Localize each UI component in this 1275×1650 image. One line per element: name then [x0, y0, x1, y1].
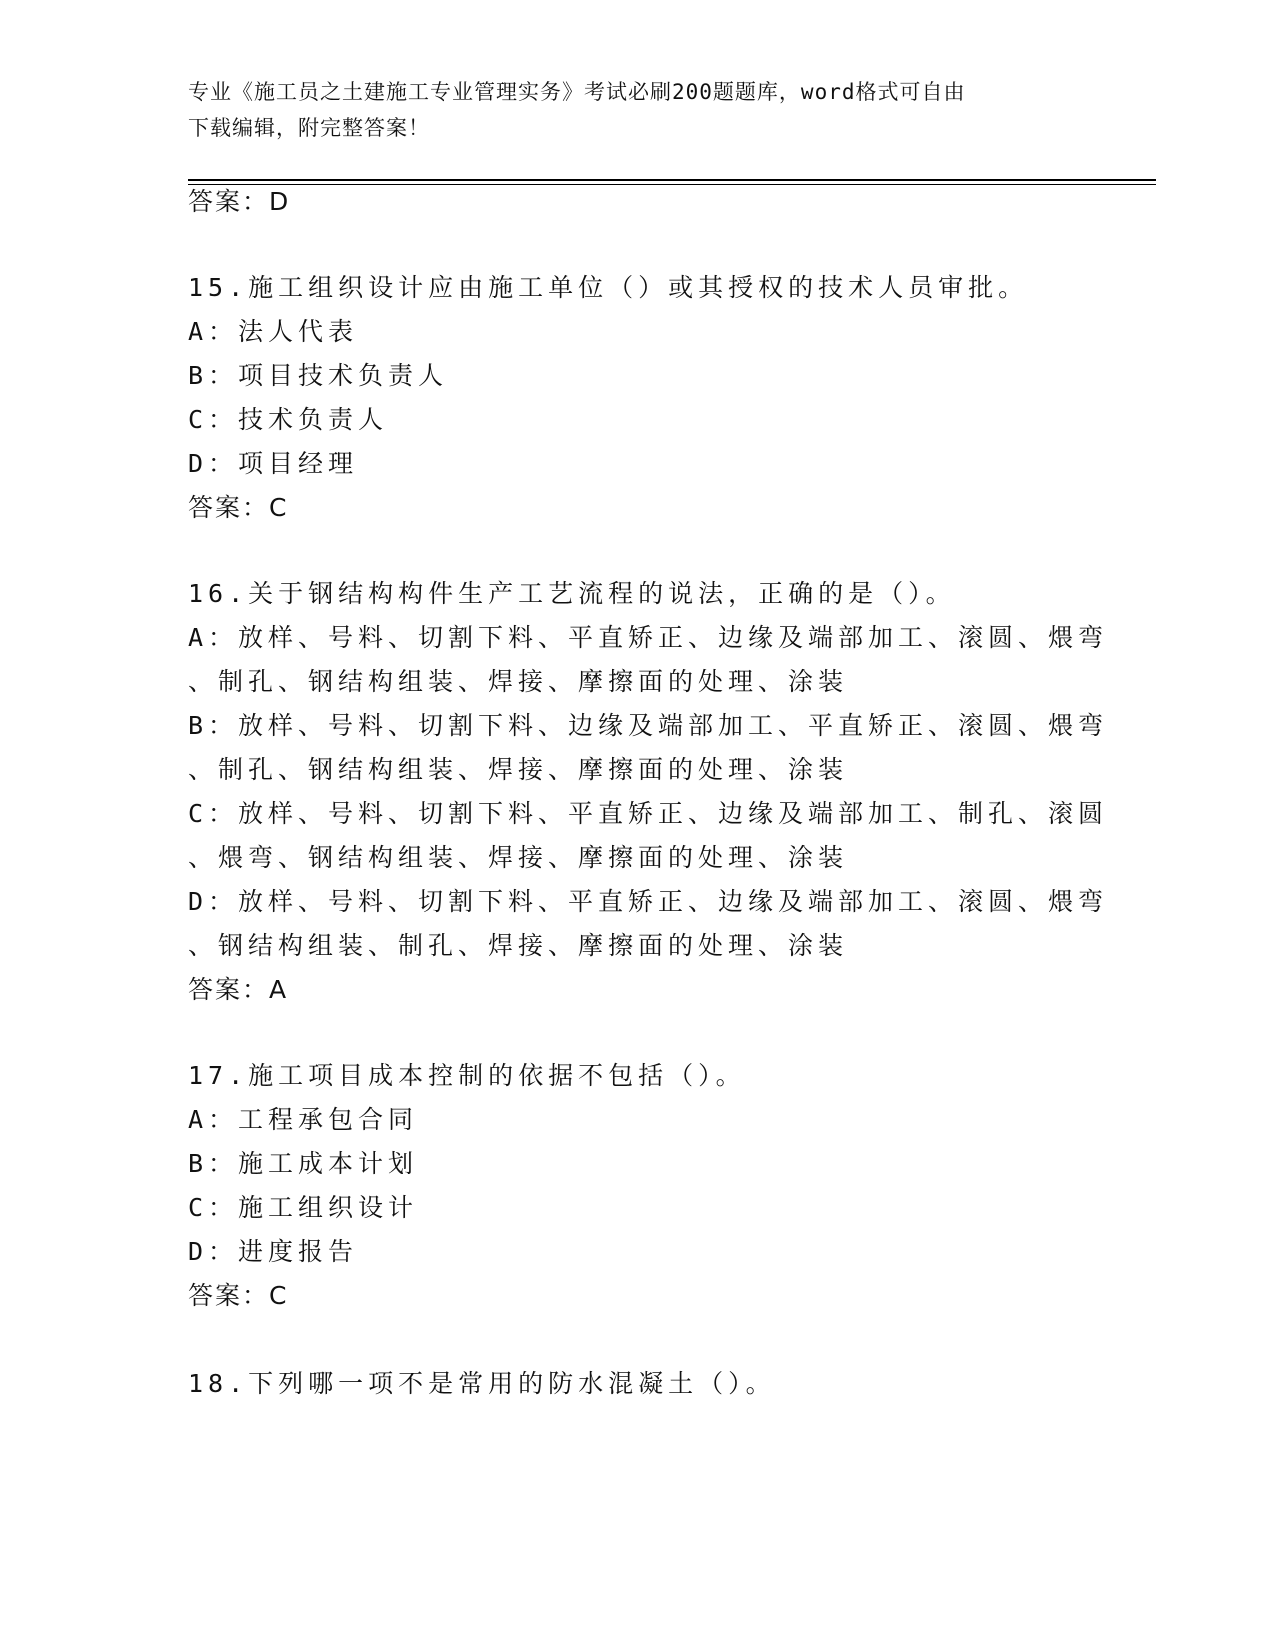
question-18: 18.下列哪一项不是常用的防水混凝土（）。	[188, 1369, 776, 1398]
header-line-2: 下载编辑，附完整答案！	[188, 116, 430, 140]
answer-line: 答案：A	[188, 975, 289, 1004]
header-rule-thick	[188, 179, 1156, 181]
document-header	[188, 74, 1088, 146]
option-line: A：法人代表	[188, 317, 359, 346]
option-line: B：施工成本计划	[188, 1149, 419, 1178]
header-line-1: 专业《施工员之土建施工专业管理实务》考试必刷200题题库，word格式可自由	[188, 80, 966, 104]
question-15: 15.施工组织设计应由施工单位（）或其授权的技术人员审批。	[188, 273, 1029, 302]
option-line: 、制孔、钢结构组装、焊接、摩擦面的处理、涂装	[188, 667, 849, 696]
option-line: D：放样、号料、切割下料、平直矫正、边缘及端部加工、滚圆、煨弯	[188, 887, 1109, 916]
option-line: 、钢结构组装、制孔、焊接、摩擦面的处理、涂装	[188, 931, 849, 960]
option-line: C：放样、号料、切割下料、平直矫正、边缘及端部加工、制孔、滚圆	[188, 799, 1109, 828]
answer-line: 答案：C	[188, 493, 289, 522]
option-line: C：施工组织设计	[188, 1193, 419, 1222]
option-line: A：工程承包合同	[188, 1105, 419, 1134]
option-line: D：项目经理	[188, 449, 359, 478]
answer-line: 答案：C	[188, 1281, 289, 1310]
option-line: D：进度报告	[188, 1237, 359, 1266]
option-line: 、制孔、钢结构组装、焊接、摩擦面的处理、涂装	[188, 755, 849, 784]
option-line: C：技术负责人	[188, 405, 389, 434]
option-line: B：项目技术负责人	[188, 361, 449, 390]
question-17: 17.施工项目成本控制的依据不包括（）。	[188, 1061, 746, 1090]
header-rule-thin	[188, 184, 1156, 185]
option-line: B：放样、号料、切割下料、边缘及端部加工、平直矫正、滚圆、煨弯	[188, 711, 1109, 740]
option-line: 、煨弯、钢结构组装、焊接、摩擦面的处理、涂装	[188, 843, 849, 872]
option-line: A：放样、号料、切割下料、平直矫正、边缘及端部加工、滚圆、煨弯	[188, 623, 1109, 652]
answer-line: 答案：D	[188, 187, 291, 216]
question-16: 16.关于钢结构构件生产工艺流程的说法，正确的是（）。	[188, 579, 956, 608]
